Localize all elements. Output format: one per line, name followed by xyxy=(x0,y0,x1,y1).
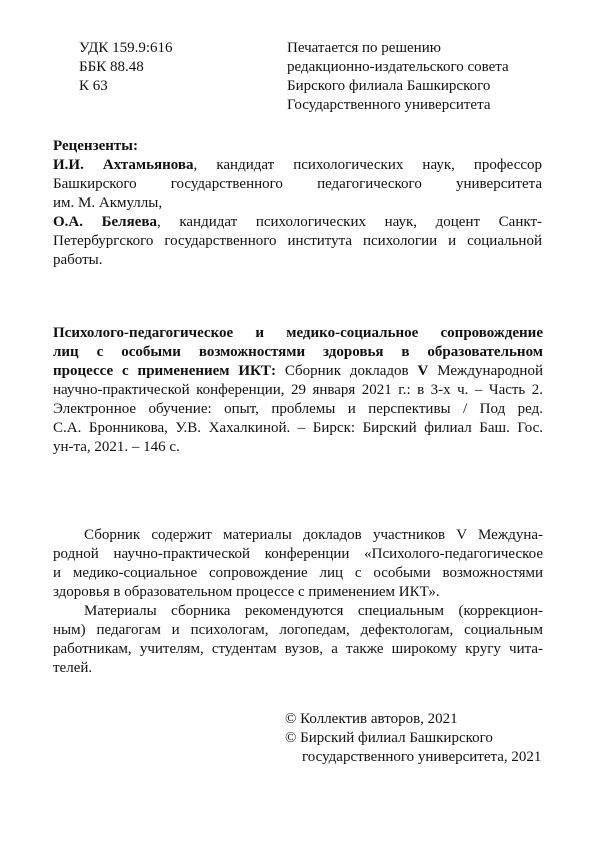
annotation-line: работникам, учителям, студентам вузов, а также широкому кругу чита- xyxy=(53,641,543,657)
author-mark: К 63 xyxy=(79,78,108,94)
udc-code: УДК 159.9:616 xyxy=(79,40,173,56)
reviewers-section xyxy=(53,137,542,270)
copyright-branch: © Бирский филиал Башкирского xyxy=(285,730,493,746)
annotation-line: здоровья в образовательном процессе с применением ИКТ». xyxy=(53,584,440,600)
classification-codes xyxy=(79,39,279,96)
bib-line: ун-та, 2021. – 146 с. xyxy=(53,439,180,455)
print-note-line: Бирского филиала Башкирского xyxy=(287,78,491,94)
print-note-line: редакционно-издательского совета xyxy=(287,59,509,75)
reviewer-1-line: Башкирского государственного педагогического университета xyxy=(53,176,542,192)
bib-title-line: лиц с особыми возможностями здоровья в образовательном xyxy=(53,344,543,360)
reviewer-1-line: И.И. Ахтамьянова, кандидат психологических наук, профессор xyxy=(53,157,543,173)
reviewer-2-name: О.А. Беляева xyxy=(53,214,157,230)
annotation-line: телей. xyxy=(53,660,93,676)
print-note-line: Печатается по решению xyxy=(287,40,441,56)
annotation-line: Сборник содержит материалы докладов участников V Междуна- xyxy=(84,527,543,543)
reviewer-1-name: И.И. Ахтамьянова xyxy=(53,157,194,173)
bib-line: Электронное обучение: опыт, проблемы и перспективы / Под ред. xyxy=(53,401,543,417)
annotation-line: Материалы сборника рекомендуются специальным (коррекцион- xyxy=(84,603,543,619)
print-note-line: Государственного университета xyxy=(287,97,491,113)
copyright-authors: © Коллектив авторов, 2021 xyxy=(285,711,458,727)
reviewers-heading: Рецензенты: xyxy=(53,138,138,154)
annotation-line: и медико-социальное сопровождение лиц с особыми возможностями xyxy=(53,565,543,581)
reviewer-1-line: им. М. Акмуллы, xyxy=(53,195,163,211)
bib-line: С.А. Бронникова, У.В. Хахалкиной. – Бирск: Бирский филиал Баш. Гос. xyxy=(53,420,543,436)
annotation-line: родной научно-практической конференции «Психолого-педагогическое xyxy=(53,546,543,562)
reviewer-2-line: работы. xyxy=(53,252,103,268)
annotation-line: ным) педагогам и психологам, логопедам, дефектологам, социальным xyxy=(53,622,543,638)
bib-title-line: процессе с применением ИКТ: Сборник докладов V Международной xyxy=(53,363,543,379)
bib-line: научно-практической конференции, 29 января 2021 г.: в 3-х ч. – Часть 2. xyxy=(53,382,543,398)
bibliographic-record xyxy=(53,324,543,457)
reviewer-2-line: О.А. Беляева, кандидат психологических наук, доцент Санкт- xyxy=(53,214,542,230)
annotation xyxy=(53,526,543,678)
bib-title-line: Психолого-педагогическое и медико-социальное сопровождение xyxy=(53,325,543,341)
copyright-university: государственного университета, 2021 xyxy=(302,749,542,765)
copyright-block xyxy=(285,710,565,767)
reviewer-2-line: Петербургского государственного института психологии и социальной xyxy=(53,233,542,249)
print-approval-note xyxy=(287,39,557,115)
bbk-code: ББК 88.48 xyxy=(79,59,144,75)
